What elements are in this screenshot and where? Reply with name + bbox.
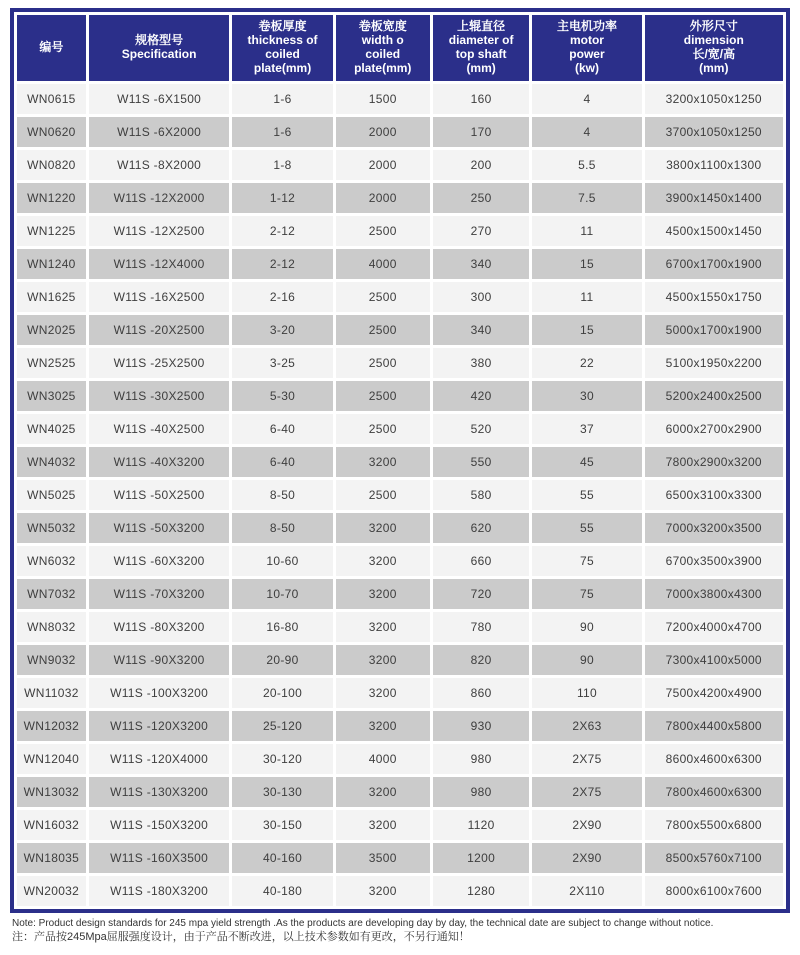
cell-width: 4000 <box>336 744 430 774</box>
cell-code: WN0620 <box>17 117 86 147</box>
cell-spec: W11S -8X2000 <box>89 150 230 180</box>
table-row <box>17 249 783 279</box>
header-line: 外形尺寸 <box>689 19 738 34</box>
cell-diameter: 860 <box>433 678 529 708</box>
header-cell-code <box>17 15 86 81</box>
cell-dimension: 3700x1050x1250 <box>645 117 783 147</box>
table-row <box>17 150 783 180</box>
cell-spec: W11S -160X3500 <box>89 843 230 873</box>
cell-power: 45 <box>532 447 641 477</box>
cell-width: 1500 <box>336 84 430 114</box>
cell-diameter: 200 <box>433 150 529 180</box>
cell-thickness: 40-160 <box>232 843 332 873</box>
cell-spec: W11S -20X2500 <box>89 315 230 345</box>
cell-thickness: 10-70 <box>232 579 332 609</box>
cell-thickness: 20-100 <box>232 678 332 708</box>
cell-power: 2X63 <box>532 711 641 741</box>
cell-spec: W11S -40X2500 <box>89 414 230 444</box>
cell-power: 22 <box>532 348 641 378</box>
cell-diameter: 1280 <box>433 876 529 906</box>
header-line: 长/宽/高 <box>692 47 736 61</box>
header-line: 规格型号 <box>135 33 184 48</box>
footnotes <box>10 913 790 945</box>
table-row <box>17 876 783 906</box>
cell-diameter: 980 <box>433 777 529 807</box>
table-row <box>17 117 783 147</box>
cell-diameter: 1120 <box>433 810 529 840</box>
cell-power: 75 <box>532 579 641 609</box>
cell-diameter: 250 <box>433 183 529 213</box>
note-english: Note: Product design standards for 245 mpa yield strength .As the products are developing day by day, the technical date are subject to change without notice. <box>12 918 714 929</box>
table-row <box>17 282 783 312</box>
cell-spec: W11S -100X3200 <box>89 678 230 708</box>
cell-code: WN7032 <box>17 579 86 609</box>
table-row <box>17 843 783 873</box>
cell-spec: W11S -120X3200 <box>89 711 230 741</box>
cell-diameter: 620 <box>433 513 529 543</box>
header-line: diameter of <box>448 33 514 48</box>
cell-diameter: 420 <box>433 381 529 411</box>
table-row <box>17 315 783 345</box>
cell-power: 2X90 <box>532 810 641 840</box>
cell-spec: W11S -40X3200 <box>89 447 230 477</box>
cell-thickness: 5-30 <box>232 381 332 411</box>
cell-power: 4 <box>532 84 641 114</box>
cell-power: 55 <box>532 480 641 510</box>
cell-width: 2000 <box>336 150 430 180</box>
cell-spec: W11S -90X3200 <box>89 645 230 675</box>
cell-diameter: 1200 <box>433 843 529 873</box>
cell-width: 3500 <box>336 843 430 873</box>
header-cell-thickness <box>232 15 332 81</box>
table-row <box>17 513 783 543</box>
header-line: 主电机功率 <box>556 19 617 34</box>
cell-thickness: 40-180 <box>232 876 332 906</box>
cell-code: WN6032 <box>17 546 86 576</box>
table-row <box>17 480 783 510</box>
cell-dimension: 3900x1450x1400 <box>645 183 783 213</box>
table-row <box>17 612 783 642</box>
cell-width: 2000 <box>336 183 430 213</box>
cell-diameter: 340 <box>433 249 529 279</box>
cell-thickness: 1-6 <box>232 117 332 147</box>
note-chinese: 注：产品按245Mpa屈服强度设计，由于产品不断改进，以上技术参数如有更改，不另行通知！ <box>12 931 470 943</box>
cell-thickness: 30-150 <box>232 810 332 840</box>
table-row <box>17 711 783 741</box>
cell-thickness: 2-16 <box>232 282 332 312</box>
cell-diameter: 820 <box>433 645 529 675</box>
cell-code: WN5025 <box>17 480 86 510</box>
cell-power: 2X75 <box>532 744 641 774</box>
cell-code: WN9032 <box>17 645 86 675</box>
cell-spec: W11S -25X2500 <box>89 348 230 378</box>
table-row <box>17 447 783 477</box>
cell-dimension: 7500x4200x4900 <box>645 678 783 708</box>
cell-power: 11 <box>532 216 641 246</box>
cell-power: 110 <box>532 678 641 708</box>
header-line: 编号 <box>39 40 64 55</box>
cell-dimension: 8600x4600x6300 <box>645 744 783 774</box>
cell-dimension: 7800x5500x6800 <box>645 810 783 840</box>
cell-spec: W11S -130X3200 <box>89 777 230 807</box>
cell-width: 3200 <box>336 645 430 675</box>
cell-dimension: 3200x1050x1250 <box>645 84 783 114</box>
cell-diameter: 930 <box>433 711 529 741</box>
header-line: coiled <box>365 47 401 61</box>
cell-code: WN2025 <box>17 315 86 345</box>
cell-power: 37 <box>532 414 641 444</box>
cell-dimension: 7000x3800x4300 <box>645 579 783 609</box>
cell-thickness: 6-40 <box>232 414 332 444</box>
cell-dimension: 7800x4600x6300 <box>645 777 783 807</box>
cell-power: 75 <box>532 546 641 576</box>
header-line: coiled <box>265 47 300 61</box>
cell-spec: W11S -150X3200 <box>89 810 230 840</box>
cell-width: 3200 <box>336 513 430 543</box>
cell-thickness: 1-6 <box>232 84 332 114</box>
table-row <box>17 183 783 213</box>
cell-code: WN1220 <box>17 183 86 213</box>
cell-spec: W11S -50X3200 <box>89 513 230 543</box>
cell-width: 3200 <box>336 777 430 807</box>
header-line: top shaft <box>455 47 507 61</box>
cell-dimension: 3800x1100x1300 <box>645 150 783 180</box>
header-cell-width <box>336 15 430 81</box>
header-line: motor <box>569 33 604 48</box>
cell-thickness: 2-12 <box>232 216 332 246</box>
header-cell-spec <box>89 15 230 81</box>
cell-code: WN3025 <box>17 381 86 411</box>
header-row <box>17 15 783 81</box>
cell-thickness: 30-130 <box>232 777 332 807</box>
cell-spec: W11S -12X2000 <box>89 183 230 213</box>
cell-thickness: 25-120 <box>232 711 332 741</box>
cell-code: WN18035 <box>17 843 86 873</box>
header-line: 卷板厚度 <box>258 19 307 34</box>
table-row <box>17 414 783 444</box>
cell-power: 5.5 <box>532 150 641 180</box>
cell-spec: W11S -180X3200 <box>89 876 230 906</box>
cell-thickness: 10-60 <box>232 546 332 576</box>
cell-spec: W11S -30X2500 <box>89 381 230 411</box>
cell-code: WN13032 <box>17 777 86 807</box>
cell-code: WN0615 <box>17 84 86 114</box>
cell-dimension: 5100x1950x2200 <box>645 348 783 378</box>
cell-diameter: 300 <box>433 282 529 312</box>
cell-width: 3200 <box>336 579 430 609</box>
cell-dimension: 7200x4000x4700 <box>645 612 783 642</box>
cell-code: WN20032 <box>17 876 86 906</box>
cell-code: WN1240 <box>17 249 86 279</box>
cell-thickness: 8-50 <box>232 513 332 543</box>
cell-power: 55 <box>532 513 641 543</box>
table-row <box>17 810 783 840</box>
cell-power: 90 <box>532 645 641 675</box>
cell-dimension: 8000x6100x7600 <box>645 876 783 906</box>
cell-power: 15 <box>532 315 641 345</box>
cell-width: 2500 <box>336 414 430 444</box>
specification-table <box>14 12 786 909</box>
cell-power: 11 <box>532 282 641 312</box>
cell-spec: W11S -50X2500 <box>89 480 230 510</box>
table-row <box>17 546 783 576</box>
table-row <box>17 678 783 708</box>
header-line: power <box>569 47 605 61</box>
header-cell-dimension <box>645 15 783 81</box>
cell-width: 2500 <box>336 480 430 510</box>
table-row <box>17 777 783 807</box>
cell-spec: W11S -6X1500 <box>89 84 230 114</box>
cell-power: 15 <box>532 249 641 279</box>
cell-thickness: 1-12 <box>232 183 332 213</box>
cell-width: 3200 <box>336 711 430 741</box>
cell-dimension: 7000x3200x3500 <box>645 513 783 543</box>
cell-power: 2X110 <box>532 876 641 906</box>
cell-width: 3200 <box>336 612 430 642</box>
cell-code: WN0820 <box>17 150 86 180</box>
cell-dimension: 7800x4400x5800 <box>645 711 783 741</box>
header-line: Specification <box>121 47 197 61</box>
cell-code: WN4025 <box>17 414 86 444</box>
cell-dimension: 4500x1550x1750 <box>645 282 783 312</box>
cell-width: 2500 <box>336 282 430 312</box>
cell-code: WN1225 <box>17 216 86 246</box>
cell-diameter: 660 <box>433 546 529 576</box>
cell-dimension: 6700x3500x3900 <box>645 546 783 576</box>
cell-diameter: 550 <box>433 447 529 477</box>
cell-dimension: 7800x2900x3200 <box>645 447 783 477</box>
table-row <box>17 216 783 246</box>
cell-spec: W11S -12X2500 <box>89 216 230 246</box>
cell-power: 30 <box>532 381 641 411</box>
table-row <box>17 348 783 378</box>
cell-dimension: 5000x1700x1900 <box>645 315 783 345</box>
cell-width: 4000 <box>336 249 430 279</box>
cell-width: 3200 <box>336 447 430 477</box>
cell-dimension: 7300x4100x5000 <box>645 645 783 675</box>
cell-diameter: 170 <box>433 117 529 147</box>
cell-dimension: 8500x5760x7100 <box>645 843 783 873</box>
table-row <box>17 381 783 411</box>
cell-power: 4 <box>532 117 641 147</box>
cell-diameter: 270 <box>433 216 529 246</box>
cell-code: WN12040 <box>17 744 86 774</box>
header-cell-power <box>532 15 641 81</box>
header-line: (mm) <box>466 60 496 75</box>
header-line: (kw) <box>574 60 599 75</box>
header-line: (mm) <box>699 60 729 75</box>
cell-diameter: 580 <box>433 480 529 510</box>
cell-thickness: 20-90 <box>232 645 332 675</box>
cell-code: WN8032 <box>17 612 86 642</box>
cell-diameter: 780 <box>433 612 529 642</box>
cell-width: 3200 <box>336 876 430 906</box>
cell-width: 3200 <box>336 678 430 708</box>
cell-code: WN11032 <box>17 678 86 708</box>
cell-thickness: 1-8 <box>232 150 332 180</box>
cell-diameter: 340 <box>433 315 529 345</box>
cell-width: 2500 <box>336 348 430 378</box>
cell-spec: W11S -12X4000 <box>89 249 230 279</box>
cell-width: 3200 <box>336 810 430 840</box>
table-row <box>17 744 783 774</box>
cell-diameter: 380 <box>433 348 529 378</box>
cell-diameter: 720 <box>433 579 529 609</box>
cell-dimension: 6700x1700x1900 <box>645 249 783 279</box>
header-line: plate(mm) <box>253 60 312 75</box>
cell-spec: W11S -120X4000 <box>89 744 230 774</box>
cell-dimension: 4500x1500x1450 <box>645 216 783 246</box>
header-line: 卷板宽度 <box>358 19 407 34</box>
cell-power: 90 <box>532 612 641 642</box>
cell-code: WN4032 <box>17 447 86 477</box>
cell-power: 2X90 <box>532 843 641 873</box>
cell-width: 2500 <box>336 315 430 345</box>
cell-thickness: 8-50 <box>232 480 332 510</box>
cell-thickness: 3-25 <box>232 348 332 378</box>
cell-dimension: 6000x2700x2900 <box>645 414 783 444</box>
cell-thickness: 2-12 <box>232 249 332 279</box>
table-row <box>17 645 783 675</box>
cell-spec: W11S -60X3200 <box>89 546 230 576</box>
cell-diameter: 160 <box>433 84 529 114</box>
cell-code: WN12032 <box>17 711 86 741</box>
header-line: plate(mm) <box>354 60 412 75</box>
cell-dimension: 5200x2400x2500 <box>645 381 783 411</box>
cell-power: 2X75 <box>532 777 641 807</box>
table-row <box>17 579 783 609</box>
header-line: 上辊直径 <box>457 19 506 34</box>
cell-thickness: 6-40 <box>232 447 332 477</box>
cell-thickness: 3-20 <box>232 315 332 345</box>
cell-width: 3200 <box>336 546 430 576</box>
cell-spec: W11S -16X2500 <box>89 282 230 312</box>
cell-thickness: 16-80 <box>232 612 332 642</box>
cell-width: 2500 <box>336 216 430 246</box>
cell-code: WN16032 <box>17 810 86 840</box>
header-line: dimension <box>683 33 744 48</box>
cell-code: WN5032 <box>17 513 86 543</box>
header-line: width o <box>361 33 404 48</box>
specification-table-frame <box>10 8 790 913</box>
cell-diameter: 520 <box>433 414 529 444</box>
cell-width: 2000 <box>336 117 430 147</box>
cell-thickness: 30-120 <box>232 744 332 774</box>
cell-diameter: 980 <box>433 744 529 774</box>
table-row <box>17 84 783 114</box>
cell-dimension: 6500x3100x3300 <box>645 480 783 510</box>
cell-spec: W11S -6X2000 <box>89 117 230 147</box>
cell-width: 2500 <box>336 381 430 411</box>
cell-power: 7.5 <box>532 183 641 213</box>
header-line: thickness of <box>247 33 318 48</box>
header-cell-diameter <box>433 15 529 81</box>
cell-spec: W11S -80X3200 <box>89 612 230 642</box>
cell-code: WN2525 <box>17 348 86 378</box>
cell-spec: W11S -70X3200 <box>89 579 230 609</box>
cell-code: WN1625 <box>17 282 86 312</box>
